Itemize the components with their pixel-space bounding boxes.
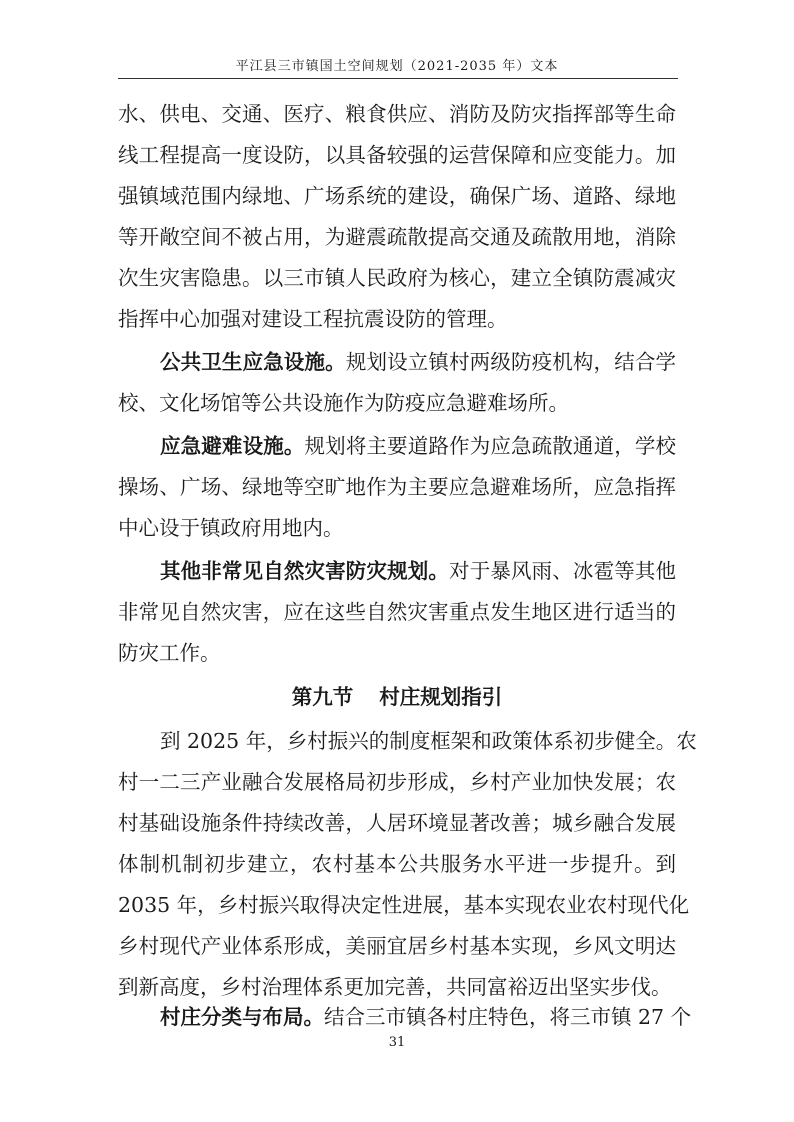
body-text: 对于暴风雨、冰雹等其他 [449,559,677,583]
body-line: 线工程提高一度设防，以具备较强的运营保障和应变能力。加 [118,143,676,167]
body-line: 水、供电、交通、医疗、粮食供应、消防及防灾指挥部等生命 [118,102,676,126]
body-line [160,1000,692,1030]
body-line: 校、文化场馆等公共设施作为防疫应急避难场所。 [118,391,569,415]
header-divider [118,78,678,79]
body-line: 乡村现代产业体系形成，美丽宜居乡村基本实现，乡风文明达 [118,934,676,958]
page-number: 31 [388,1035,406,1050]
body-line [160,554,676,584]
body-line: 到新高度，乡村治理体系更加完善，共同富裕迈出坚实步伐。 [118,975,672,999]
body-line: 到 2025 年，乡村振兴的制度框架和政策体系初步健全。农 [160,729,697,753]
body-line: 2035 年，乡村振兴取得决定性进展，基本实现农业农村现代化 [118,893,690,917]
paragraph-lead: 其他非常见自然灾害防灾规划。 [160,559,450,583]
body-text: 结合三市镇各村庄特色，将三市镇 27 个 [324,1005,692,1029]
section-heading [0,680,794,710]
body-line [160,345,676,375]
body-line: 非常见自然灾害，应在这些自然灾害重点发生地区进行适当的 [118,600,676,624]
paragraph-lead: 村庄分类与布局。 [160,1005,324,1029]
body-line: 指挥中心加强对建设工程抗震设防的管理。 [118,307,508,331]
body-text: 规划将主要道路作为应急疏散通道，学校 [304,434,677,458]
body-line: 强镇域范围内绿地、广场系统的建设，确保广场、道路、绿地 [118,184,676,208]
body-line: 中心设于镇政府用地内。 [118,516,344,540]
body-line: 等开敞空间不被占用，为避震疏散提高交通及疏散用地，消除 [118,225,676,249]
body-line: 村一二三产业融合发展格局初步形成，乡村产业加快发展；农 [118,770,676,794]
section-number: 第九节 [291,685,354,709]
section-title: 村庄规划指引 [379,685,503,709]
paragraph-lead: 公共卫生应急设施。 [160,350,346,374]
running-header: 平江县三市镇国土空间规划（2021-2035 年）文本 [235,59,559,74]
body-line: 体制机制初步建立，农村基本公共服务水平进一步提升。到 [118,852,676,876]
body-line: 操场、广场、绿地等空旷地作为主要应急避难场所，应急指挥 [118,475,676,499]
body-line [160,429,676,459]
body-line: 次生灾害隐患。以三市镇人民政府为核心，建立全镇防震减灾 [118,266,676,290]
body-line: 防灾工作。 [118,641,221,665]
body-line: 村基础设施条件持续改善，人居环境显著改善；城乡融合发展 [118,811,676,835]
paragraph-lead: 应急避难设施。 [160,434,305,458]
body-text: 规划设立镇村两级防疫机构，结合学 [345,350,676,374]
